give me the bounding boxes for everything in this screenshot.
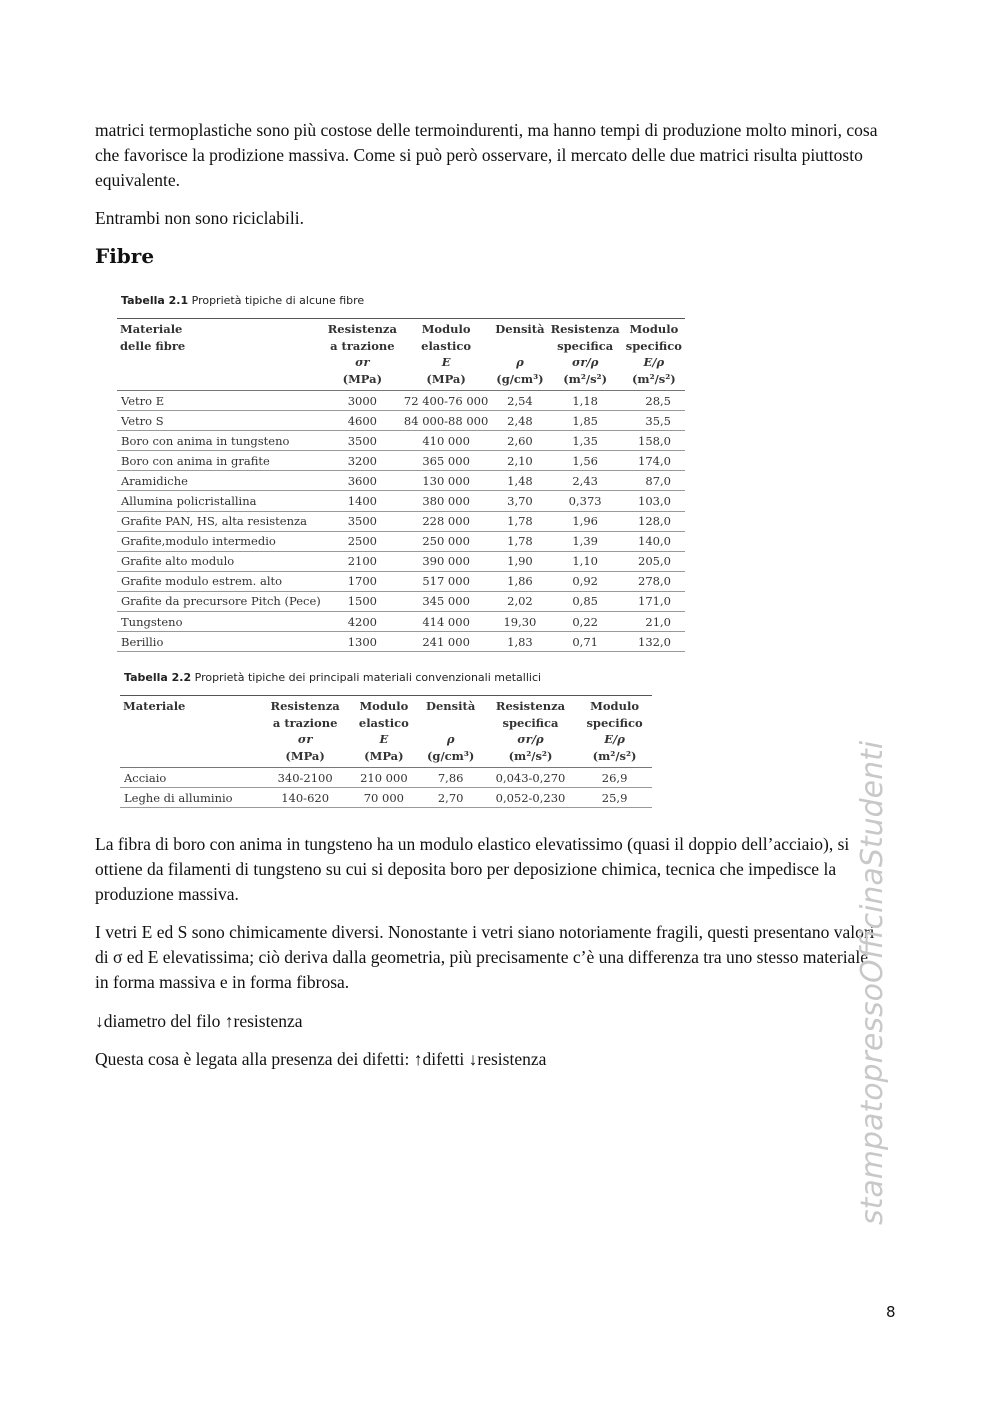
table-cell: 84 000-88 000 (400, 411, 492, 431)
header-cell: Materiale delle fibre (120, 322, 186, 353)
table-cell: 390 000 (400, 551, 492, 571)
table-cell: 0,85 (548, 591, 623, 611)
table-cell: 3000 (325, 391, 400, 411)
table-cell: 140,0 (623, 531, 685, 551)
table-cell: 241 000 (400, 632, 492, 652)
header-cell: Modulo elastico E (MPa) (421, 322, 472, 386)
header-cell: Densità ρ (g/cm³) (495, 322, 545, 386)
table-cell: 278,0 (623, 571, 685, 591)
table-cell: 2500 (325, 531, 400, 551)
header-cell: Resistenza specifica σr/ρ (m²/s²) (495, 699, 566, 763)
table2-caption-label: Tabella 2.2 (124, 671, 192, 684)
paragraph-riciclabili: Entrambi non sono riciclabili. (95, 208, 304, 228)
table-cell: Grafite da precursore Pitch (Pece) (117, 591, 325, 611)
table-cell: 517 000 (400, 571, 492, 591)
table-cell: 210 000 (350, 768, 417, 788)
table-row (117, 471, 685, 491)
header-cell: Resistenza specifica σr/ρ (m²/s²) (550, 322, 620, 386)
table1-caption-text: Proprietà tipiche di alcune fibre (191, 294, 365, 307)
table-cell: Vetro S (117, 411, 325, 431)
table-cell: 1400 (325, 491, 400, 511)
table-cell: 0,373 (548, 491, 623, 511)
table-cell: Grafite alto modulo (117, 551, 325, 571)
header-cell: Modulo specifico E/ρ (m²/s²) (625, 322, 682, 386)
table-cell: 0,71 (548, 632, 623, 652)
table-cell: 2,60 (492, 431, 547, 451)
table-row (117, 531, 685, 551)
table-cell: 35,5 (623, 411, 685, 431)
table-cell: 171,0 (623, 591, 685, 611)
table-header-row (117, 319, 685, 391)
table-row (117, 551, 685, 571)
table-cell: 25,9 (577, 788, 652, 808)
table-cell: 1,39 (548, 531, 623, 551)
table-row (117, 431, 685, 451)
table-cell: 1,85 (548, 411, 623, 431)
table-row (117, 391, 685, 411)
table-cell: 2,54 (492, 391, 547, 411)
table1-caption-label: Tabella 2.1 (121, 294, 189, 307)
table-cell: 380 000 (400, 491, 492, 511)
table-cell: Grafite modulo estrem. alto (117, 571, 325, 591)
paragraph-diametro: ↓diametro del filo ↑resistenza (95, 1011, 303, 1031)
table-cell: 3600 (325, 471, 400, 491)
metals-properties-table (120, 695, 652, 808)
table-cell: 1,90 (492, 551, 547, 571)
table-cell: 0,22 (548, 612, 623, 632)
table-cell: 2,70 (417, 788, 483, 808)
paragraph-boro: La fibra di boro con anima in tungsteno ha un modulo elastico elevatissimo (quasi il doppio dell’acciaio), si ottiene da filamenti di tungsteno su cui si deposita boro per deposizione chimica, tecnica che impedisce la produzione massiva. (95, 834, 850, 904)
paragraph-vetri: I vetri E ed S sono chimicamente diversi. Nonostante i vetri siano notoriamente fragili, questi presentano valori di σ ed E elevatissima; ciò deriva dalla geometria, più precisamente c’è una differenza tra uno stesso materiale in forma massiva e in forma fibrosa. (95, 922, 875, 992)
table-cell: 1,78 (492, 531, 547, 551)
table-cell: 1,10 (548, 551, 623, 571)
table-row (117, 571, 685, 591)
table-cell: 4600 (325, 411, 400, 431)
table-cell: 140-620 (260, 788, 350, 808)
header-cell: Materiale (123, 699, 186, 713)
table1-body (117, 391, 685, 652)
table-row (117, 632, 685, 652)
table-cell: 1,35 (548, 431, 623, 451)
table-cell: 1,83 (492, 632, 547, 652)
table-cell: Berillio (117, 632, 325, 652)
table-cell: Allumina policristallina (117, 491, 325, 511)
table-row (117, 612, 685, 632)
table-row (117, 511, 685, 531)
table-cell: 1700 (325, 571, 400, 591)
table-cell: 1,96 (548, 511, 623, 531)
table-cell: 0,052-0,230 (484, 788, 577, 808)
table-cell: 19,30 (492, 612, 547, 632)
page-number: 8 (886, 1303, 896, 1321)
table-row (117, 491, 685, 511)
table-cell: Vetro E (117, 391, 325, 411)
table2-caption-text: Proprietà tipiche dei principali materiali convenzionali metallici (194, 671, 542, 684)
header-cell: Modulo elastico E (MPa) (358, 699, 409, 763)
table-row (120, 788, 652, 808)
table2-caption (124, 671, 541, 684)
table-header-row (120, 696, 652, 768)
table-cell: 205,0 (623, 551, 685, 571)
table-cell: 128,0 (623, 511, 685, 531)
table-cell: Tungsteno (117, 612, 325, 632)
table-cell: 2,43 (548, 471, 623, 491)
table-cell: 158,0 (623, 431, 685, 451)
table-cell: 1,18 (548, 391, 623, 411)
table-cell: 26,9 (577, 768, 652, 788)
table-cell: 3500 (325, 511, 400, 531)
table-cell: 2,48 (492, 411, 547, 431)
table-row (117, 591, 685, 611)
table-cell: 1,78 (492, 511, 547, 531)
table-row (120, 768, 652, 788)
table-cell: Leghe di alluminio (120, 788, 260, 808)
table-cell: 3,70 (492, 491, 547, 511)
fibre-properties-table (117, 318, 685, 652)
table-cell: 174,0 (623, 451, 685, 471)
table-cell: 2,02 (492, 591, 547, 611)
table-cell: Acciaio (120, 768, 260, 788)
table-cell: 228 000 (400, 511, 492, 531)
table-cell: 72 400-76 000 (400, 391, 492, 411)
table-cell: 1,48 (492, 471, 547, 491)
table-row (117, 451, 685, 471)
header-cell: Resistenza a trazione σr (MPa) (327, 322, 397, 386)
watermark: stampatopressoOfficinaStudenti (855, 740, 890, 1225)
table-cell: Grafite PAN, HS, alta resistenza (117, 511, 325, 531)
table-cell: Boro con anima in grafite (117, 451, 325, 471)
header-cell: Densità ρ (g/cm³) (426, 699, 476, 763)
table-cell: 2100 (325, 551, 400, 571)
paragraph-difetti: Questa cosa è legata alla presenza dei difetti: ↑difetti ↓resistenza (95, 1049, 547, 1069)
table-cell: 414 000 (400, 612, 492, 632)
table-cell: Grafite,modulo intermedio (117, 531, 325, 551)
table-cell: 1,86 (492, 571, 547, 591)
table-row (117, 411, 685, 431)
table-cell: Aramidiche (117, 471, 325, 491)
table-cell: 21,0 (623, 612, 685, 632)
table-cell: 3200 (325, 451, 400, 471)
table-cell: 365 000 (400, 451, 492, 471)
table-cell: 2,10 (492, 451, 547, 471)
table-cell: Boro con anima in tungsteno (117, 431, 325, 451)
table-cell: 1,56 (548, 451, 623, 471)
table2-body (120, 768, 652, 808)
table-cell: 0,92 (548, 571, 623, 591)
table-cell: 28,5 (623, 391, 685, 411)
header-cell: Modulo specifico E/ρ (m²/s²) (586, 699, 643, 763)
table-cell: 132,0 (623, 632, 685, 652)
table-cell: 70 000 (350, 788, 417, 808)
table-cell: 0,043-0,270 (484, 768, 577, 788)
header-cell: Resistenza a trazione σr (MPa) (270, 699, 340, 763)
table-cell: 1300 (325, 632, 400, 652)
table-cell: 345 000 (400, 591, 492, 611)
section-heading: Fibre (95, 244, 155, 268)
table-cell: 410 000 (400, 431, 492, 451)
table-cell: 7,86 (417, 768, 483, 788)
table-cell: 130 000 (400, 471, 492, 491)
table-cell: 3500 (325, 431, 400, 451)
table-cell: 340-2100 (260, 768, 350, 788)
table-cell: 103,0 (623, 491, 685, 511)
table-cell: 4200 (325, 612, 400, 632)
table-cell: 250 000 (400, 531, 492, 551)
paragraph-matrici: matrici termoplastiche sono più costose delle termoindurenti, ma hanno tempi di produzione molto minori, cosa che favorisce la prodizione massiva. Come si può però osservare, il mercato delle due matrici risulta piuttosto equivalente. (95, 120, 878, 190)
table-cell: 1500 (325, 591, 400, 611)
table-cell: 87,0 (623, 471, 685, 491)
table1-caption (121, 294, 364, 307)
